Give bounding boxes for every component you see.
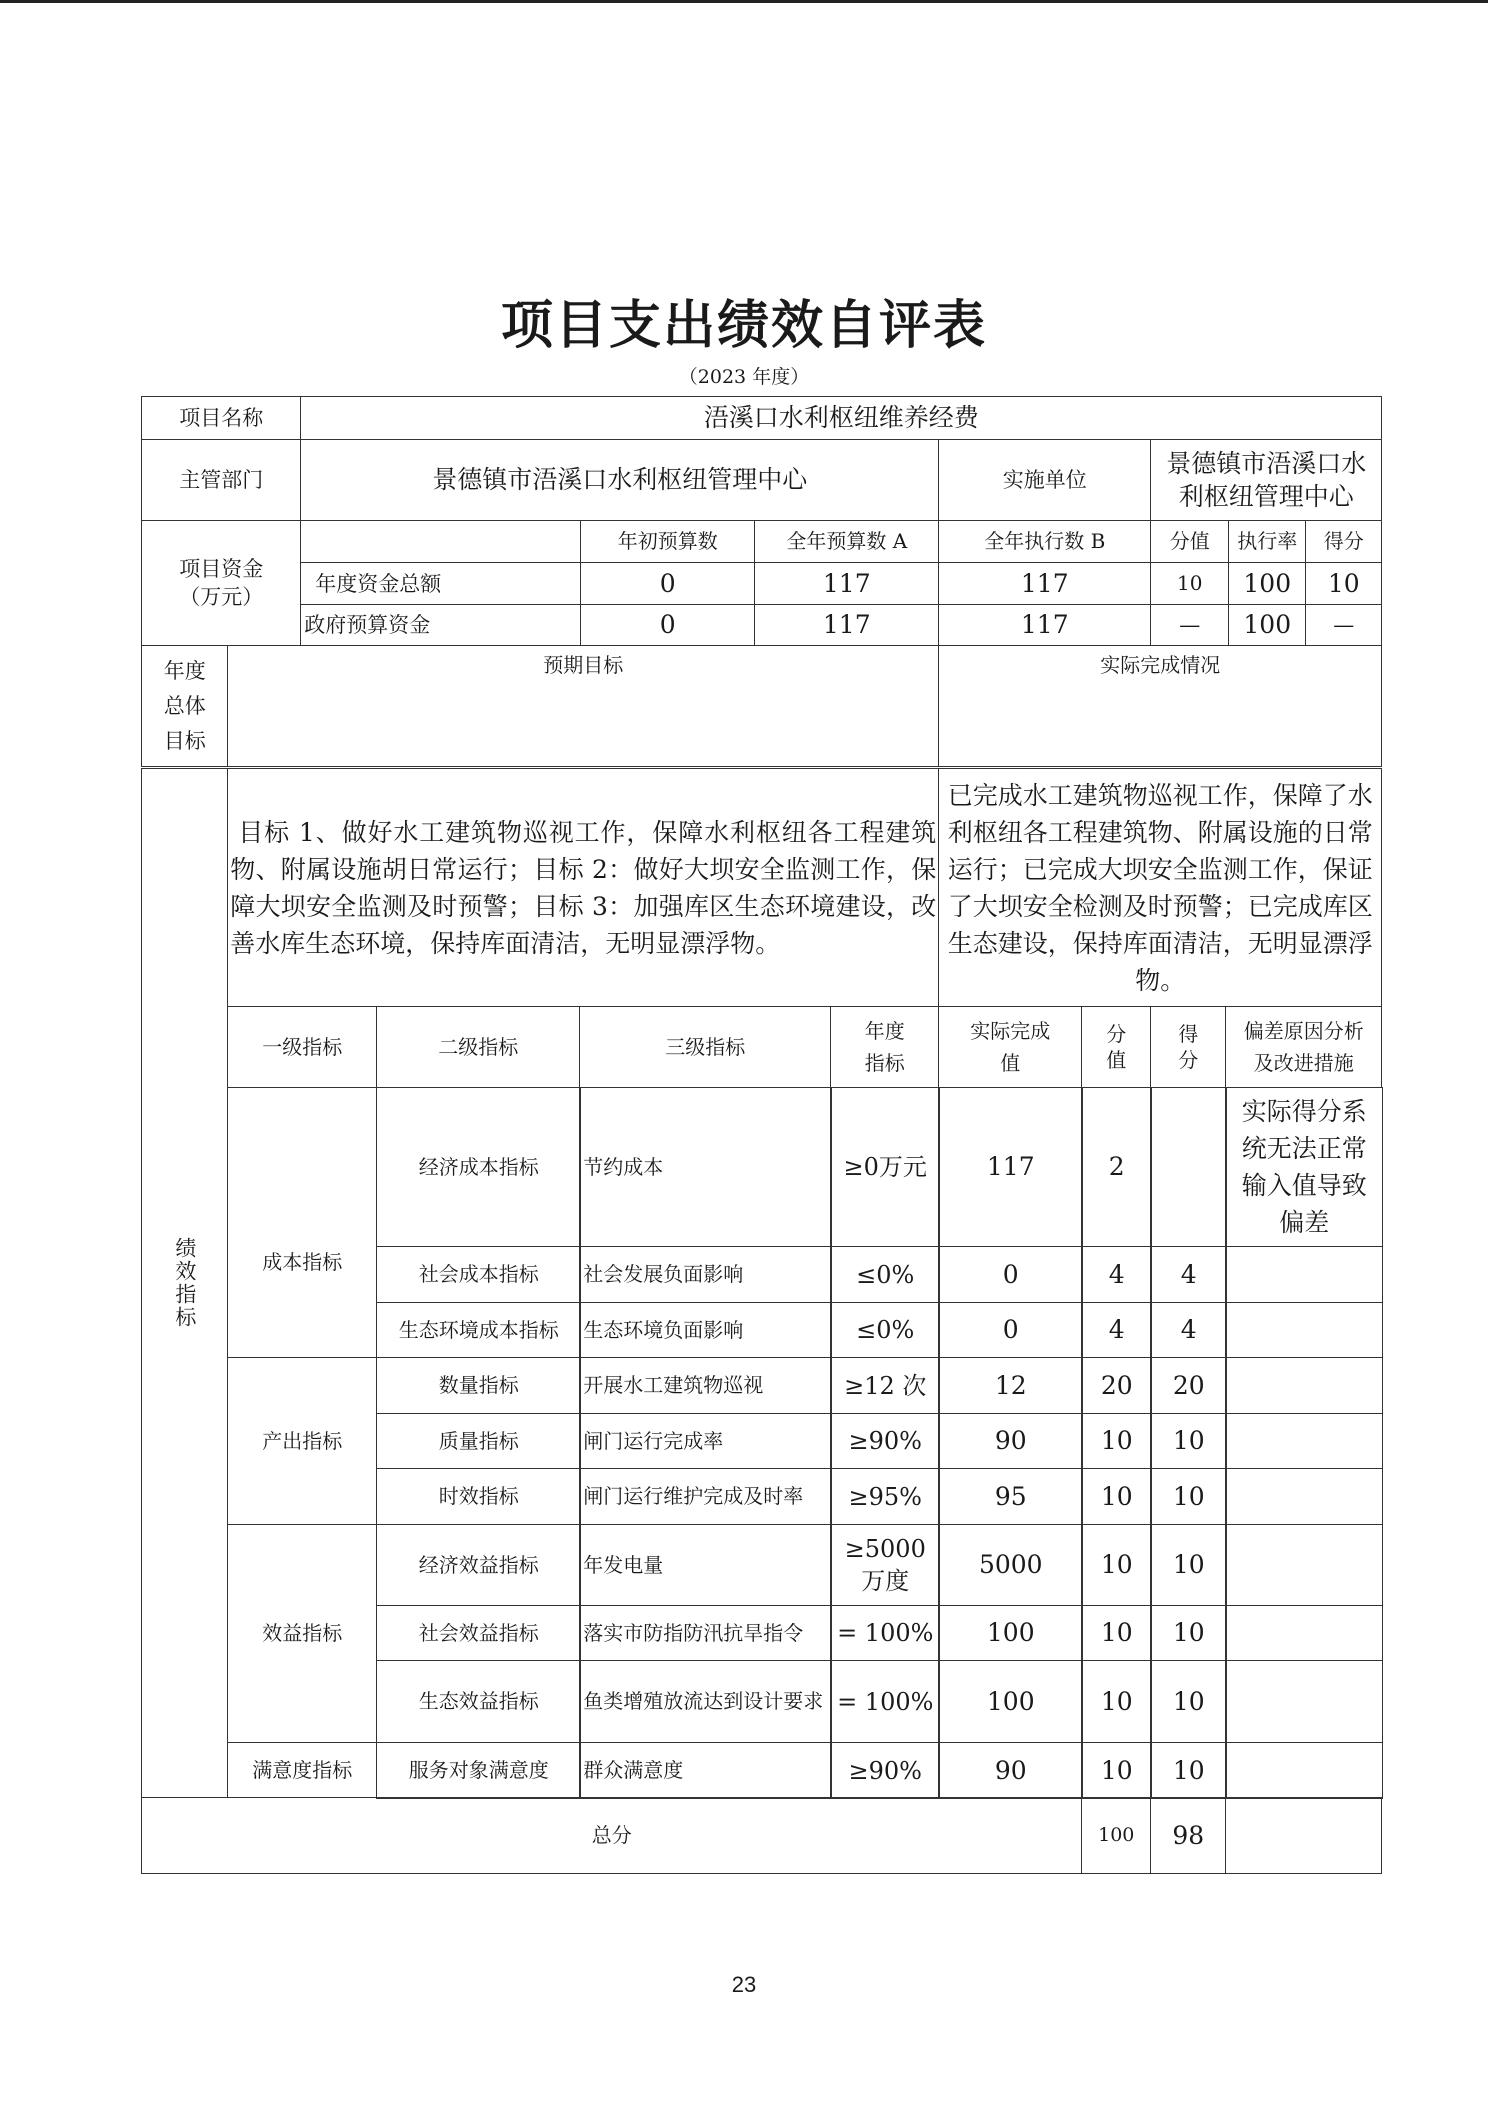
page-top-border	[0, 0, 1488, 3]
funding-row-initial: 0	[580, 604, 755, 646]
indicator-analysis	[1225, 1357, 1383, 1414]
indicator-target: = 100%	[830, 1605, 940, 1661]
indicator-analysis	[1225, 1413, 1383, 1469]
page-title: 项目支出绩效自评表	[500, 295, 987, 356]
indicator-level-3: 年发电量	[579, 1524, 832, 1606]
indicator-level-2: 质量指标	[376, 1413, 581, 1469]
indicator-level-2: 时效指标	[376, 1468, 581, 1525]
indicator-analysis	[1225, 1605, 1383, 1661]
header-level3: 三级指标	[579, 1006, 831, 1088]
indicator-level-2: 社会成本指标	[376, 1246, 581, 1303]
indicator-score: 10	[1150, 1660, 1227, 1743]
indicator-score: 10	[1150, 1605, 1227, 1661]
indicator-score	[1150, 1087, 1227, 1247]
indicator-actual: 100	[938, 1660, 1083, 1743]
indicator-analysis: 实际得分系统无法正常输入值导致偏差	[1225, 1087, 1383, 1247]
indicator-target: ≤0%	[830, 1302, 940, 1358]
indicator-actual: 90	[938, 1413, 1083, 1469]
unit-value: 景德镇市浯溪口水利枢纽管理中心	[1150, 439, 1382, 521]
indicator-weight: 10	[1081, 1742, 1152, 1799]
indicator-actual: 5000	[938, 1524, 1083, 1606]
indicator-weight: 20	[1081, 1357, 1152, 1414]
goals-actual-header: 实际完成情况	[938, 645, 1382, 767]
funding-row-name: 政府预算资金	[300, 604, 581, 646]
indicators-section-text: 绩效指标	[172, 1237, 197, 1330]
indicator-actual: 0	[938, 1246, 1083, 1303]
indicator-score: 4	[1150, 1246, 1227, 1303]
header-score: 得分	[1150, 1006, 1226, 1088]
indicator-weight: 4	[1081, 1246, 1152, 1303]
indicator-level-3: 闸门运行维护完成及时率	[579, 1468, 832, 1525]
funding-header-rate: 执行率	[1228, 520, 1306, 563]
indicator-target: = 100%	[830, 1660, 940, 1743]
dept-value: 景德镇市浯溪口水利枢纽管理中心	[300, 439, 939, 521]
funding-row-score-value: —	[1150, 604, 1229, 646]
header-analysis: 偏差原因分析及改进措施	[1225, 1006, 1382, 1088]
funding-header-executed: 全年执行数 B	[938, 520, 1151, 563]
indicator-level-2: 数量指标	[376, 1357, 581, 1414]
indicator-level-3: 生态环境负面影响	[579, 1302, 832, 1358]
page-subtitle: （2023 年度）	[678, 366, 810, 388]
header-level2: 二级指标	[376, 1006, 580, 1088]
total-weight: 100	[1081, 1797, 1151, 1874]
indicator-score: 20	[1150, 1357, 1227, 1414]
indicator-weight: 10	[1081, 1413, 1152, 1469]
group-level1-cost: 成本指标	[227, 1087, 377, 1358]
indicator-actual: 117	[938, 1087, 1083, 1247]
funding-row-annual: 117	[754, 604, 939, 646]
indicator-weight: 10	[1081, 1660, 1152, 1743]
indicator-level-2: 生态环境成本指标	[376, 1302, 581, 1358]
funding-header-annual: 全年预算数 A	[754, 520, 939, 563]
goals-actual-text: 已完成水工建筑物巡视工作，保障了水利枢纽各工程建筑物、附属设施的日常运行；已完成大坝安全监测工作，保证了大坝安全检测及时预警；已完成库区生态建设，保持库面清洁，无明显漂浮物。	[938, 768, 1382, 1007]
indicator-target: ≥90%	[830, 1413, 940, 1469]
funding-row-annual: 117	[754, 562, 939, 605]
project-name-label: 项目名称	[141, 396, 301, 440]
indicator-level-3: 节约成本	[579, 1087, 832, 1247]
indicator-actual: 100	[938, 1605, 1083, 1661]
funding-row-executed: 117	[938, 562, 1151, 605]
indicator-target: ≥95%	[830, 1468, 940, 1525]
indicator-level-3: 落实市防指防汛抗旱指令	[579, 1605, 832, 1661]
indicator-level-3: 群众满意度	[579, 1742, 832, 1799]
indicator-target: ≥0万元	[830, 1087, 940, 1247]
indicator-weight: 10	[1081, 1468, 1152, 1525]
project-name-value: 浯溪口水利枢纽维养经费	[300, 396, 1382, 440]
dept-label: 主管部门	[141, 439, 301, 521]
indicator-analysis	[1225, 1468, 1383, 1525]
funding-row-executed: 117	[938, 604, 1151, 646]
indicator-weight: 10	[1081, 1524, 1152, 1606]
indicator-score: 10	[1150, 1413, 1227, 1469]
funding-row-rate: 100	[1228, 604, 1306, 646]
goals-expected-header: 预期目标	[227, 645, 939, 767]
indicator-analysis	[1225, 1524, 1383, 1606]
header-actual: 实际完成值	[938, 1006, 1082, 1088]
funding-row-score-value: 10	[1150, 562, 1229, 605]
indicator-target: ≥12 次	[830, 1357, 940, 1414]
indicator-actual: 0	[938, 1302, 1083, 1358]
indicator-level-3: 鱼类增殖放流达到设计要求	[579, 1660, 832, 1743]
indicator-weight: 2	[1081, 1087, 1152, 1247]
funding-label-line1: 项目资金	[179, 556, 264, 581]
indicator-level-2: 生态效益指标	[376, 1660, 581, 1743]
indicator-level-2: 服务对象满意度	[376, 1742, 581, 1799]
group-level1-benefit: 效益指标	[227, 1524, 377, 1743]
indicator-score: 10	[1150, 1524, 1227, 1606]
header-target: 年度指标	[830, 1006, 939, 1088]
group-level1-satisfaction: 满意度指标	[227, 1742, 377, 1798]
funding-header-score-value: 分值	[1150, 520, 1229, 563]
indicator-level-2: 社会效益指标	[376, 1605, 581, 1661]
funding-label	[141, 520, 301, 646]
indicator-target: ≥90%	[830, 1742, 940, 1799]
group-level1-output: 产出指标	[227, 1357, 377, 1525]
indicator-score: 4	[1150, 1302, 1227, 1358]
indicator-actual: 95	[938, 1468, 1083, 1525]
funding-header-blank	[300, 520, 581, 563]
funding-row-name: 年度资金总额	[300, 562, 581, 605]
total-score: 98	[1150, 1797, 1226, 1874]
funding-header-score: 得分	[1305, 520, 1382, 563]
indicator-weight: 10	[1081, 1605, 1152, 1661]
indicator-level-3: 闸门运行完成率	[579, 1413, 832, 1469]
indicator-analysis	[1225, 1246, 1383, 1303]
indicator-actual: 12	[938, 1357, 1083, 1414]
header-level1: 一级指标	[227, 1006, 377, 1088]
funding-row-rate: 100	[1228, 562, 1306, 605]
indicator-analysis	[1225, 1660, 1383, 1743]
funding-row-initial: 0	[580, 562, 755, 605]
indicator-level-3: 开展水工建筑物巡视	[579, 1357, 832, 1414]
indicator-score: 10	[1150, 1468, 1227, 1525]
indicator-analysis	[1225, 1742, 1383, 1799]
indicator-weight: 4	[1081, 1302, 1152, 1358]
page-number: 23	[731, 1972, 757, 1997]
header-weight: 分值	[1081, 1006, 1151, 1088]
indicator-analysis	[1225, 1302, 1383, 1358]
unit-label: 实施单位	[938, 439, 1151, 521]
indicator-level-3: 社会发展负面影响	[579, 1246, 832, 1303]
goals-label: 年度总体目标	[141, 645, 228, 767]
goals-expected-text: 目标 1、做好水工建筑物巡视工作，保障水利枢纽各工程建筑物、附属设施胡日常运行；目标 2：做好大坝安全监测工作，保障大坝安全监测及时预警；目标 3：加强库区生态环境建设，改善水库生态环境，保持库面清洁，无明显漂浮物。	[227, 768, 939, 1007]
indicator-score: 10	[1150, 1742, 1227, 1799]
indicator-actual: 90	[938, 1742, 1083, 1799]
indicator-level-2: 经济效益指标	[376, 1524, 581, 1606]
indicator-target: ≥5000万度	[830, 1524, 940, 1606]
indicator-target: ≤0%	[830, 1246, 940, 1303]
total-label: 总分	[141, 1797, 1082, 1874]
funding-row-score: —	[1305, 604, 1382, 646]
total-analysis	[1225, 1797, 1382, 1874]
funding-label-line2: （万元）	[179, 585, 264, 610]
indicator-level-2: 经济成本指标	[376, 1087, 581, 1247]
funding-row-score: 10	[1305, 562, 1382, 605]
indicators-section-label	[141, 768, 228, 1798]
funding-header-initial: 年初预算数	[580, 520, 755, 563]
